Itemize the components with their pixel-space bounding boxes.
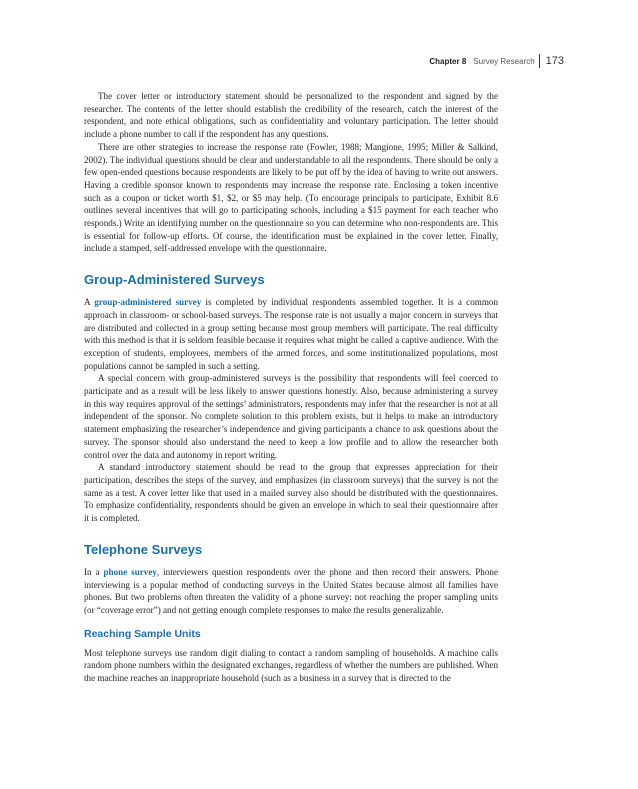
header-divider	[539, 54, 540, 68]
body-text	[84, 90, 498, 685]
paragraph-cover-letter: The cover letter or introductory statement should be personalized to the respondent and signed by the researcher. The contents of the letter should establish the credibility of the research, catch the interest of the respondent, and note ethical obligations, such as confidentiality and voluntary participation. The letter should include a phone number to call if the respondent has any questions.	[84, 91, 498, 140]
paragraph-group-concern: A special concern with group-administered surveys is the possibility that respondents will feel coerced to participate and as a result will be less likely to answer questions honestly. Also, because administering a survey in this way requires approval of the settings’ administrators, respondents may infer that the researcher is not at all independent of the sponsor. No complete solution to this problem exists, but it helps to make an introductory statement emphasizing the researcher’s independence and giving participants a chance to ask questions about the survey. The sponsor should also understand the need to keep a low profile and to allow the researcher both control over the data and autonomy in report writing.	[84, 373, 498, 460]
text-fragment: , interviewers question respondents over the phone and then record their answers. Phone interviewing is a popular method of conducting surveys in the United States because almost all families have phones. But two problems often threaten the validity of a phone survey: not reaching the proper sampling units (or “coverage error”) and not getting enough complete responses to make the results generalizable.	[84, 566, 498, 615]
heading-reaching-sample-units: Reaching Sample Units	[84, 627, 201, 640]
paragraph-response-rate: There are other strategies to increase the response rate (Fowler, 1988; Mangione, 1995; Miller & Salkind, 2002). The individual questions should be clear and understandable to all the respondents. There should be only a few open-ended questions because respondents are likely to be put off by the idea of having to write out answers. Having a credible sponsor known to respondents may increase the response rate. Enclosing a token incentive such as a coupon or ticket worth $1, $2, or $5 may help. (To encourage principals to participate, Exhibit 8.6 outlines several incentives that will go to participating schools, including a $15 payment for each teacher who responds.) Write an identifying number on the questionnaire so you can determine who non-respondents are. This is essential for follow-up efforts. Of course, the identification must be explained in the cover letter. Finally, include a stamped, self-addressed envelope with the questionnaire.	[84, 141, 498, 254]
running-header	[429, 54, 564, 68]
key-term-phone-survey: phone survey	[103, 566, 157, 577]
text-fragment: In a	[84, 566, 104, 577]
paragraph-group-definition	[84, 296, 498, 372]
key-term-group-survey: group-administered survey	[94, 297, 202, 308]
chapter-title: Survey Research	[473, 56, 535, 66]
heading-telephone-surveys: Telephone Surveys	[84, 541, 203, 557]
paragraph-group-statement: A standard introductory statement should be read to the group that expresses appreciation for their participation, describes the steps of the survey, and emphasizes (in classroom surveys) that the survey is not the same as a test. A cover letter like that used in a mailed survey also should be distributed with the questionnaires. To emphasize confidentiality, respondents should be given an envelope in which to seal their questionnaire after it is completed.	[84, 462, 498, 524]
paragraph-phone-definition	[84, 566, 498, 617]
text-fragment: A	[84, 297, 95, 308]
page-number: 173	[545, 55, 564, 67]
chapter-label: Chapter 8	[429, 56, 467, 66]
heading-group-administered: Group-Administered Surveys	[84, 272, 265, 288]
paragraph-random-digit-dialing: Most telephone surveys use random digit dialing to contact a random sampling of households. A machine calls random phone numbers within the designated exchanges, regardless of whether the numbers are published. When the machine reaches an inappropriate household (such as a business in a survey that is directed to the	[84, 647, 498, 684]
text-fragment: is completed by individual respondents assembled together. It is a common approach in classroom- or school-based surveys. The response rate is not usually a major concern in surveys that are distributed and collected in a group setting because most group members will participate. The real difficulty with this method is that it is seldom feasible because it requires what might be called a captive audience. With the exception of students, employees, members of the armed forces, and some institutionalized populations, most populations cannot be sampled in such a setting.	[84, 297, 498, 371]
